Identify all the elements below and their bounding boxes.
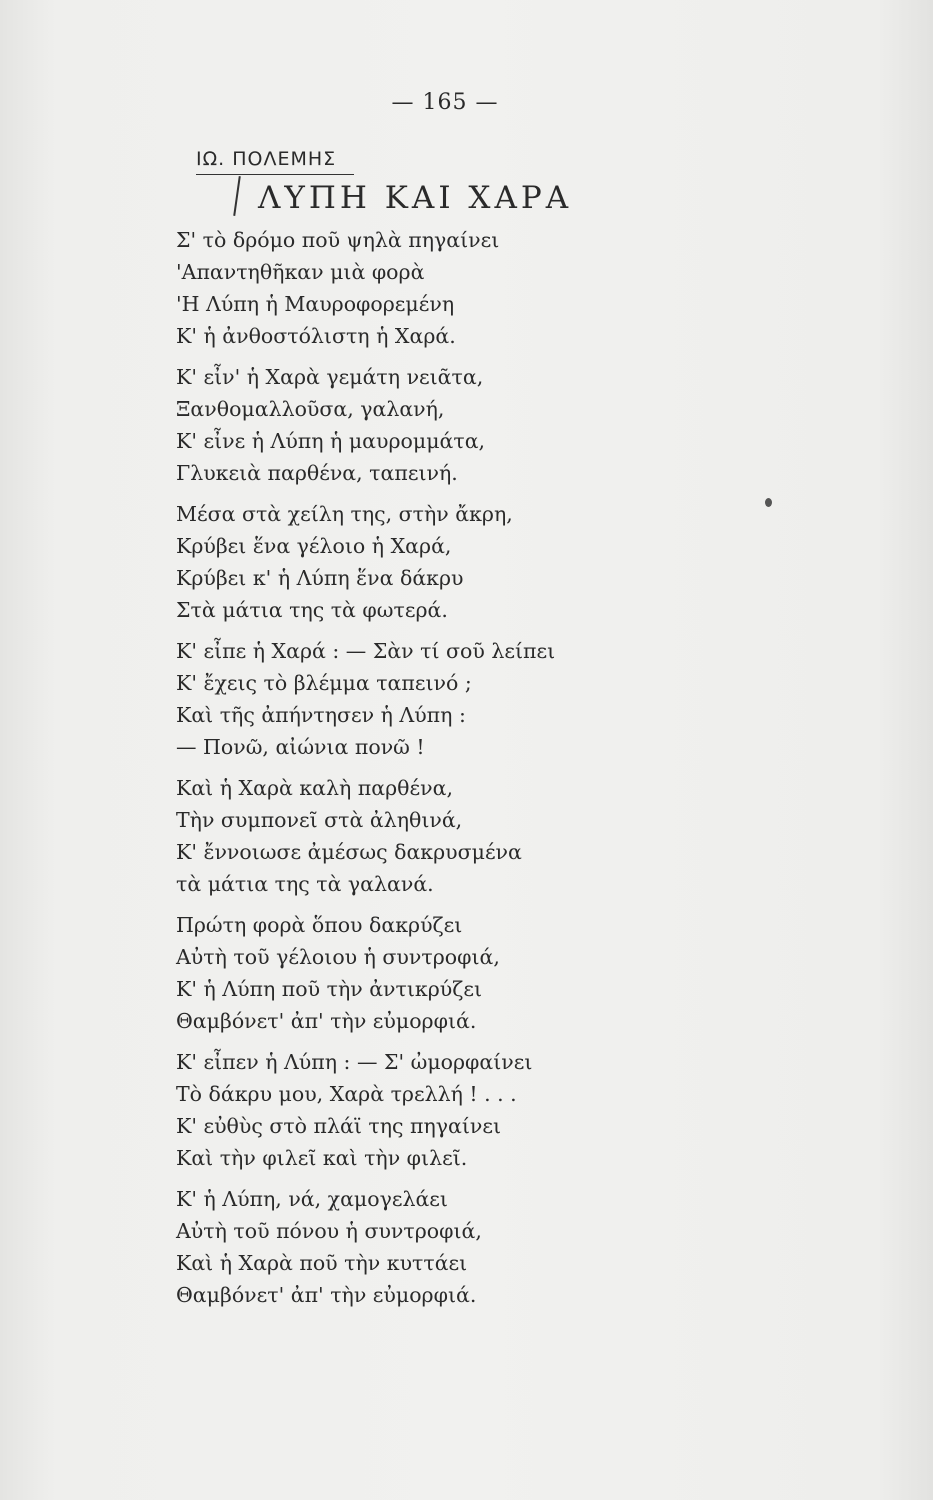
stanza — [176, 909, 696, 1037]
poem-line: τὰ μάτια της τὰ γαλανά. — [176, 872, 434, 896]
poem-line: Κ' ἡ ἀνθοστόλιστη ἡ Χαρά. — [176, 324, 456, 348]
poem-line: Στὰ μάτια της τὰ φωτερά. — [176, 598, 448, 622]
poem-line: Πρώτη φορὰ ὅπου δακρύζει — [176, 913, 463, 937]
stanza — [176, 1183, 696, 1311]
stanza — [176, 498, 696, 626]
poem-line: Κ' εἶπεν ἡ Λύπη : — Σ' ὠμορφαίνει — [176, 1050, 533, 1074]
poem-line: Καὶ ἡ Χαρὰ ποῦ τὴν κυττάει — [176, 1251, 468, 1275]
poem-line: Σ' τὸ δρόμο ποῦ ψηλὰ πηγαίνει — [176, 228, 500, 252]
poem-line: Κ' ἡ Λύπη, νά, χαμογελάει — [176, 1187, 448, 1211]
stanza — [176, 1046, 696, 1174]
stanza — [176, 361, 696, 489]
poem-line: Θαμβόνετ' ἀπ' τὴν εὐμορφιά. — [176, 1009, 477, 1033]
author-underline — [196, 174, 354, 175]
poem-line: Γλυκειὰ παρθένα, ταπεινή. — [176, 461, 458, 485]
poem-line: Κρύβει ἕνα γέλοιο ἡ Χαρά, — [176, 534, 452, 558]
poem-line: Κ' εἶπε ἡ Χαρά : — Σὰν τί σοῦ λείπει — [176, 639, 556, 663]
stanza — [176, 772, 696, 900]
pencil-mark — [233, 176, 241, 216]
poem-line: Καὶ ἡ Χαρὰ καλὴ παρθένα, — [176, 776, 453, 800]
poem-body — [176, 224, 696, 1320]
poem-line: Ξανθομαλλοῦσα, γαλανή, — [176, 397, 445, 421]
poem-line: Κ' εὐθὺς στὸ πλάϊ της πηγαίνει — [176, 1114, 502, 1138]
poem-line: — Πονῶ, αἰώνια πονῶ ! — [176, 735, 425, 759]
poem-line: Κ' ἔννοιωσε ἀμέσως δακρυσμένα — [176, 840, 522, 864]
poem-line: 'Απαντηθῆκαν μιὰ φορὰ — [176, 260, 425, 284]
poem-line: Καὶ τῆς ἀπήντησεν ἡ Λύπη : — [176, 703, 466, 727]
poem-line: Τὴν συμπονεῖ στὰ ἀληθινά, — [176, 808, 463, 832]
poem-line: Κ' ἡ Λύπη ποῦ τὴν ἀντικρύζει — [176, 977, 482, 1001]
author-name: ΙΩ. ΠΟΛΕΜΗΣ — [196, 148, 337, 170]
poem-line: Κ' εἶνε ἡ Λύπη ἡ μαυρομμάτα, — [176, 429, 486, 453]
poem-line: Κ' ἔχεις τὸ βλέμμα ταπεινό ; — [176, 671, 472, 695]
poem-line: Κ' εἶν' ἡ Χαρὰ γεμάτη νειᾶτα, — [176, 365, 484, 389]
page-number: — 165 — — [391, 90, 499, 115]
poem-line: Μέσα στὰ χείλη της, στὴν ἄκρη, — [176, 502, 513, 526]
poem-line: Αὐτὴ τοῦ γέλοιου ἡ συντροφιά, — [176, 945, 500, 969]
poem-line: Κρύβει κ' ἡ Λύπη ἕνα δάκρυ — [176, 566, 464, 590]
poem-line: Θαμβόνετ' ἀπ' τὴν εὐμορφιά. — [176, 1283, 477, 1307]
poem-line: Αὐτὴ τοῦ πόνου ἡ συντροφιά, — [176, 1219, 482, 1243]
poem-line: Τὸ δάκρυ μου, Χαρὰ τρελλή ! . . . — [176, 1082, 517, 1106]
stanza — [176, 224, 696, 352]
poem-line: Καὶ τὴν φιλεῖ καὶ τὴν φιλεῖ. — [176, 1146, 468, 1170]
poem-title: ΛΥΠΗ ΚΑΙ ΧΑΡΑ — [258, 180, 573, 216]
stanza — [176, 635, 696, 763]
ink-spot — [765, 498, 772, 507]
poem-line: 'Η Λύπη ἡ Μαυροφορεμένη — [176, 292, 455, 316]
